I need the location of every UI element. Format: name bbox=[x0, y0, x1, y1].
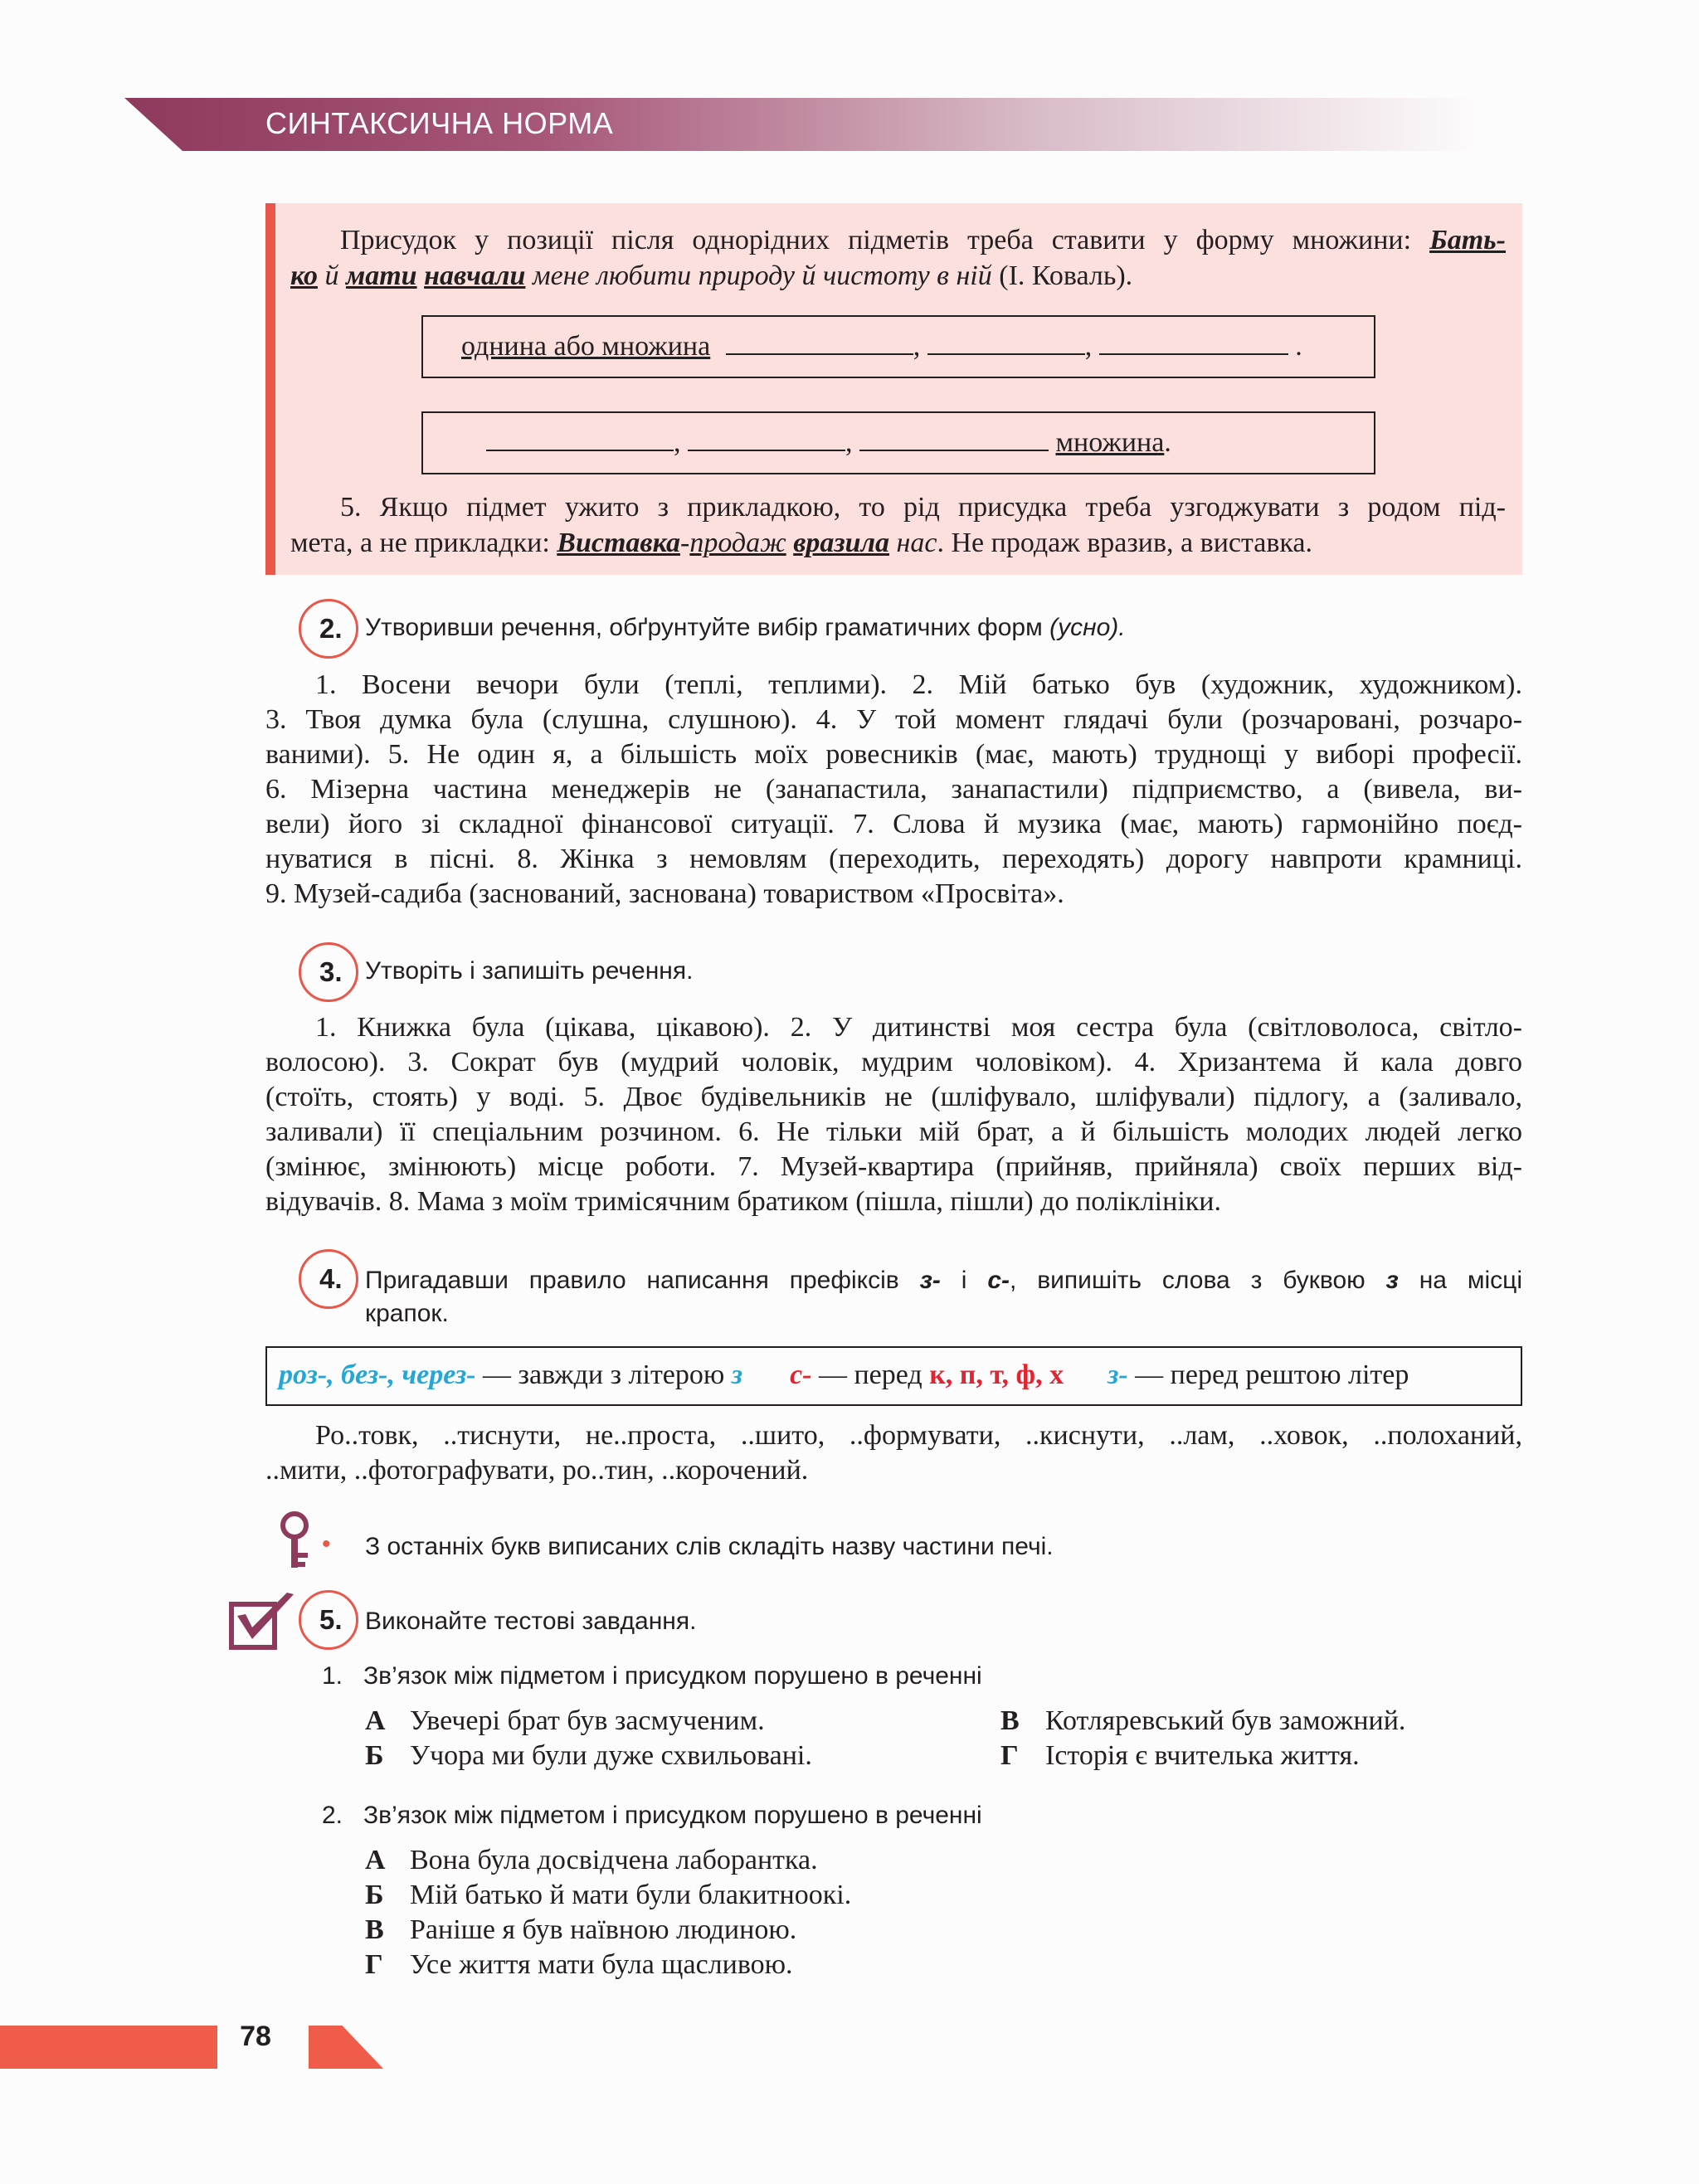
task-3-line: заливали) її спеціальним розчином. 6. Не тільки мій брат, а й більшість молодих людей легко bbox=[265, 1116, 1522, 1147]
fill-box-1: однина або множина , , . bbox=[421, 315, 1375, 378]
task-4-title: Пригадавши правило написання префіксів з- і с-, випишіть слова з буквою з на місці крапок. bbox=[365, 1267, 1522, 1327]
option-V[interactable]: В Раніше я був наївною людиною. bbox=[365, 1914, 797, 1945]
page-number: 78 bbox=[240, 2021, 271, 2052]
checkbox-check-icon bbox=[229, 1591, 297, 1651]
answer-blank[interactable] bbox=[726, 328, 913, 355]
task-3-line: відувачів. 8. Мама з моїм тримісячним братиком (пішла, пішли) до поліклініки. bbox=[265, 1186, 1221, 1217]
task-2-number: 2. bbox=[299, 599, 358, 659]
fill-box-2: , , множина. bbox=[421, 411, 1375, 474]
footer-arrow bbox=[309, 2026, 383, 2069]
task-3-line: (стоїть, стоять) у воді. 5. Двоє будівельників не (шліфувало, шліфували) підлогу, а (заливало, bbox=[265, 1082, 1522, 1112]
answer-blank[interactable] bbox=[859, 425, 1049, 451]
task-2-title: Утворивши речення, обґрунтуйте вибір граматичних форм (усно). bbox=[365, 614, 1126, 641]
rule-point-5 bbox=[290, 489, 1506, 561]
footer-bar bbox=[0, 2026, 217, 2069]
option-A[interactable]: А Вона була досвідчена лаборантка. bbox=[365, 1845, 818, 1875]
task-3-text bbox=[265, 1010, 1522, 1219]
answer-blank[interactable] bbox=[927, 328, 1085, 355]
option-A[interactable]: А Увечері брат був засмученим. bbox=[365, 1705, 765, 1736]
task-4-line: ..мити, ..фотографувати, ро..тин, ..корочений. bbox=[265, 1455, 809, 1486]
task-3-line: волосою). 3. Сократ був (мудрий чоловік, мудрим чоловіком). 4. Хризантема й кала довго bbox=[265, 1047, 1522, 1077]
question-1: 1. Зв’язок між підметом і присудком порушено в реченні bbox=[322, 1662, 982, 1690]
task-2-text bbox=[265, 668, 1522, 912]
prefix-rule-box: роз-, без-, через- — завжди з літерою з с- — перед к, п, т, ф, х з- — перед рештою літер bbox=[265, 1346, 1522, 1406]
fill-box-1-label: однина або множина bbox=[461, 331, 711, 362]
task-4-number: 4. bbox=[299, 1249, 358, 1309]
fill-box-2-label: множина bbox=[1055, 427, 1165, 458]
rule-5-line-2: мета, а не прикладки: Виставка-продаж вразила нас. Не продаж вразив, а виставка. bbox=[290, 528, 1312, 558]
consonant-list: к, п, т, ф, х bbox=[929, 1360, 1064, 1390]
option-G[interactable]: Г Історія є вчителька життя. bbox=[1000, 1740, 1360, 1771]
option-G[interactable]: Г Усе життя мати була щасливою. bbox=[365, 1949, 793, 1980]
prefix-group-3: з- bbox=[1108, 1360, 1128, 1390]
option-B[interactable]: Б Учора ми були дуже схвильовані. bbox=[365, 1740, 812, 1771]
answer-blank[interactable] bbox=[688, 425, 845, 451]
key-icon bbox=[274, 1511, 315, 1571]
section-title: СИНТАКСИЧНА НОРМА bbox=[265, 106, 614, 140]
task-2-line: 9. Музей-садиба (заснований, заснована) товариством «Просвіта». bbox=[265, 878, 1064, 909]
answer-blank[interactable] bbox=[1099, 328, 1288, 355]
task-5-number: 5. bbox=[299, 1590, 358, 1650]
task-2-line: нуватися в пісні. 8. Жінка з немовлям (переходить, переходять) дорогу навпроти крамниці. bbox=[265, 844, 1522, 874]
task-4-line: Ро..товк, ..тиснути, не..проста, ..шито, ..формувати, ..киснути, ..лам, ..ховок, ..полоханий, bbox=[315, 1420, 1522, 1451]
prefix-group-2: с- bbox=[790, 1360, 812, 1390]
task-4-text bbox=[265, 1418, 1522, 1488]
task-3-number: 3. bbox=[299, 942, 358, 1002]
rule-paragraph bbox=[290, 222, 1506, 294]
task-3-line: (змінює, змінюють) місце роботи. 7. Музей-квартира (прийняв, прийняла) своїх перших від- bbox=[265, 1151, 1522, 1182]
bullet: • bbox=[322, 1530, 331, 1558]
task-2-line: 6. Мізерна частина менеджерів не (занапастила, занапастили) підприємство, а (вивела, ви- bbox=[265, 774, 1522, 805]
answer-blank[interactable] bbox=[486, 425, 674, 451]
task-5-title: Виконайте тестові завдання. bbox=[365, 1608, 697, 1635]
option-V[interactable]: В Котляревський був заможний. bbox=[1000, 1705, 1406, 1736]
question-2: 2. Зв’язок між підметом і присудком порушено в реченні bbox=[322, 1802, 982, 1829]
task-2-line: ваними). 5. Не один я, а більшість моїх ровесників (має, мають) труднощі у виборі професії. bbox=[265, 739, 1522, 770]
prefix-group-1: роз-, без-, через- bbox=[279, 1360, 476, 1390]
rule-line-1: Присудок у позиції після однорідних підметів треба ставити у форму множини: Бать- bbox=[340, 225, 1506, 255]
task-3-title: Утворіть і запишіть речення. bbox=[365, 957, 694, 985]
bonus-task: З останніх букв виписаних слів складіть назву частини печі. bbox=[365, 1533, 1054, 1560]
task-2-line: 1. Восени вечори були (теплі, теплими). 2. Мій батько був (художник, художником). bbox=[315, 669, 1522, 700]
rule-line-2: ко й мати навчали мене любити природу й чистоту в ній (І. Коваль). bbox=[290, 260, 1133, 291]
task-2-line: 3. Твоя думка була (слушна, слушною). 4. У той момент глядачі були (розчаровані, розчаро- bbox=[265, 704, 1522, 735]
task-3-line: 1. Книжка була (цікава, цікавою). 2. У дитинстві моя сестра була (світловолоса, світло- bbox=[315, 1012, 1522, 1043]
rule-5-line-1: 5. Якщо підмет ужито з прикладкою, то рід присудка треба узгоджувати з родом під- bbox=[340, 492, 1506, 523]
task-2-line: вели) його зі складної фінансової ситуації. 7. Слова й музика (має, мають) гармонійно поєд- bbox=[265, 809, 1522, 839]
option-B[interactable]: Б Мій батько й мати були блакитноокі. bbox=[365, 1880, 852, 1910]
